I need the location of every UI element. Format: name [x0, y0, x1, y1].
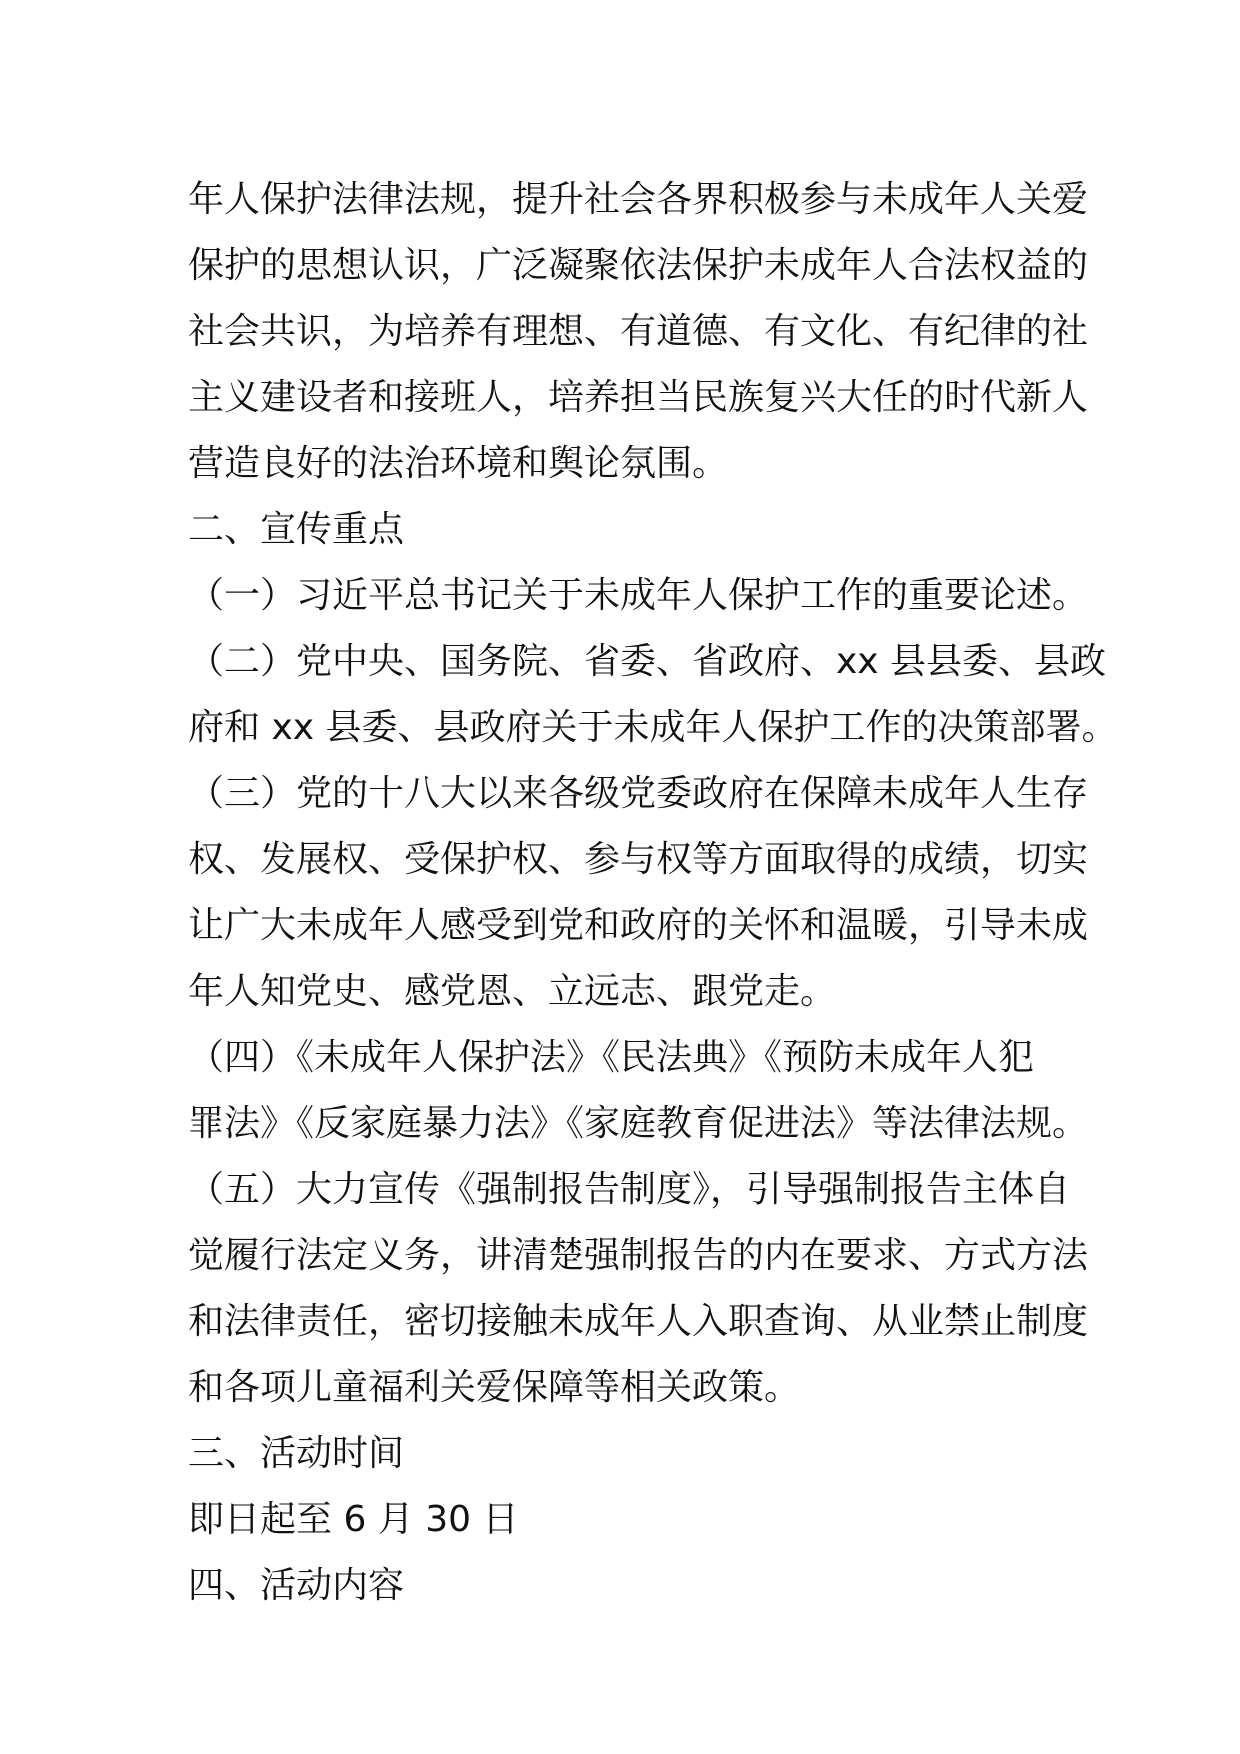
- list-item: 权、发展权、受保护权、参与权等方面取得的成绩，切实: [188, 839, 1089, 880]
- list-item: （四）《未成年人保护法》《民法典》《预防未成年人犯: [188, 1037, 1035, 1078]
- list-item: 和法律责任，密切接触未成年人入职查询、从业禁止制度: [188, 1301, 1089, 1342]
- list-item: 和各项儿童福利关爱保障等相关政策。: [188, 1367, 801, 1408]
- list-item: 让广大未成年人感受到党和政府的关怀和温暖，引导未成: [188, 905, 1089, 946]
- list-item: （一）习近平总书记关于未成年人保护工作的重要论述。: [188, 575, 1089, 616]
- list-item: 罪法》《反家庭暴力法》《家庭教育促进法》等法律法规。: [188, 1103, 1089, 1144]
- list-item: 年人知党史、感党恩、立远志、跟党走。: [188, 971, 837, 1012]
- paragraph-line: 主义建设者和接班人，培养担当民族复兴大任的时代新人: [188, 377, 1089, 418]
- paragraph-line: 年人保护法律法规，提升社会各界积极参与未成年人关爱: [188, 179, 1089, 220]
- list-item: （二）党中央、国务院、省委、省政府、xx 县县委、县政: [188, 641, 1107, 682]
- document-body: [188, 167, 1118, 1619]
- section-heading: 二、宣传重点: [188, 509, 405, 550]
- paragraph-line: 保护的思想认识，广泛凝聚依法保护未成年人合法权益的: [188, 245, 1089, 286]
- list-item: 觉履行法定义务，讲清楚强制报告的内在要求、方式方法: [188, 1235, 1089, 1276]
- list-item: （五）大力宣传《强制报告制度》，引导强制报告主体自: [188, 1169, 1071, 1210]
- paragraph-line: 社会共识，为培养有理想、有道德、有文化、有纪律的社: [188, 311, 1089, 352]
- section-heading: 三、活动时间: [188, 1433, 405, 1474]
- paragraph-line: 营造良好的法治环境和舆论氛围。: [188, 443, 729, 484]
- paragraph-line: 即日起至 6 月 30 日: [188, 1499, 519, 1540]
- section-heading: 四、活动内容: [188, 1565, 405, 1606]
- list-item: （三）党的十八大以来各级党委政府在保障未成年人生存: [188, 773, 1089, 814]
- list-item: 府和 xx 县委、县政府关于未成年人保护工作的决策部署。: [188, 707, 1118, 748]
